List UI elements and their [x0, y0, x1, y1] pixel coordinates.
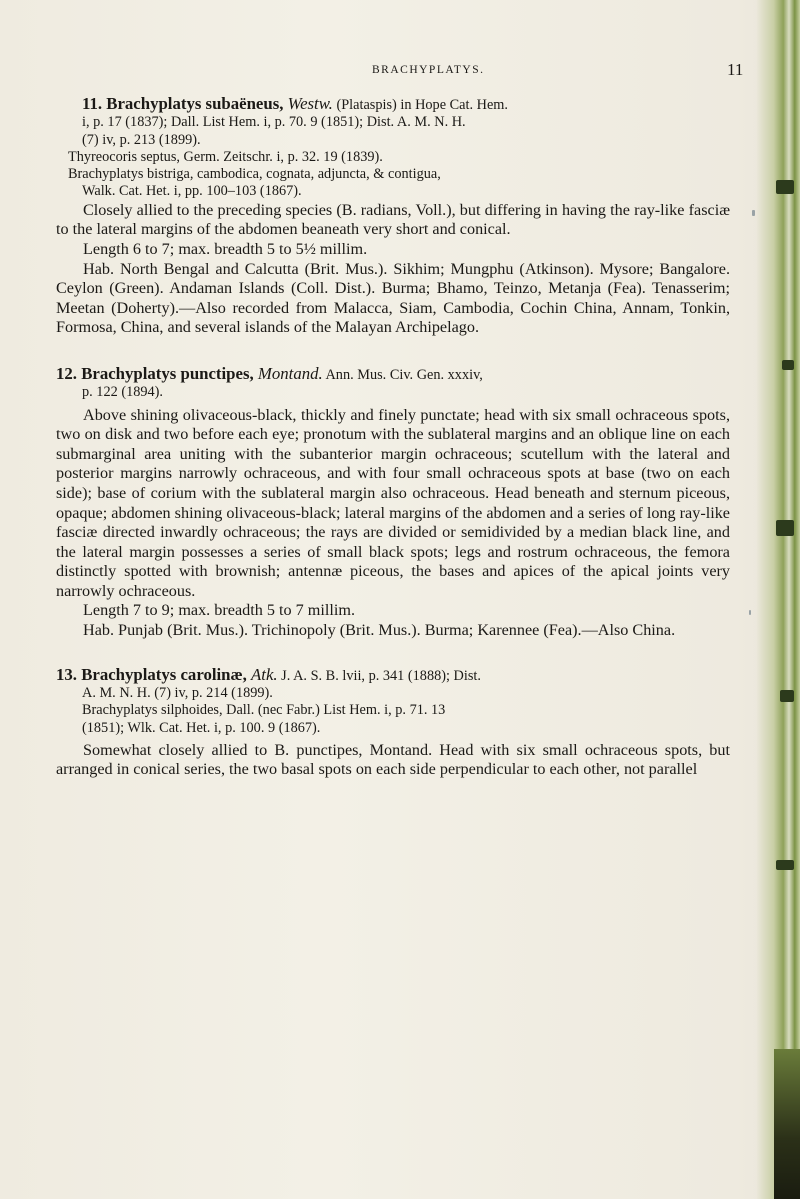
entry-heading [56, 94, 730, 114]
binding-stain [776, 860, 794, 870]
synonymy-line: i, p. 17 (1837); Dall. List Hem. i, p. 70. 9 (1851); Dist. A. M. N. H. [82, 114, 466, 131]
species-name: Brachyplatys punctipes, [81, 363, 254, 383]
running-head: BRACHYPLATYS. [372, 64, 485, 76]
citation: Ann. Mus. Civ. Gen. xxxiv, [322, 366, 483, 383]
synonymy-line: Brachyplatys bistriga, cambodica, cognata, adjuncta, & contigua, [68, 166, 441, 183]
measurement-paragraph: Length 6 to 7; max. breadth 5 to 5½ millim. [83, 239, 368, 258]
citation: J. A. S. B. lvii, p. 341 (1888); Dist. [277, 667, 481, 684]
page-body [56, 94, 730, 780]
species-author: Montand. [257, 363, 323, 383]
entry-number: 12. [56, 363, 77, 383]
measurement-paragraph: Length 7 to 9; max. breadth 5 to 7 millim. [83, 601, 356, 620]
page-header [0, 60, 800, 84]
synonymy-line: p. 122 (1894). [82, 384, 164, 401]
synonymy-line: (1851); Wlk. Cat. Het. i, p. 100. 9 (1867). [82, 719, 321, 736]
species-entry-12 [56, 364, 730, 641]
binding-corner [774, 1049, 800, 1199]
synonymy-line: Thyreocoris septus, Germ. Zeitschr. i, p. 32. 19 (1839). [68, 148, 383, 165]
binding-stain [782, 360, 794, 370]
paper-fleck [752, 210, 755, 216]
citation: (Plataspis) in Hope Cat. Hem. [332, 97, 508, 113]
entry-number: 13. [56, 664, 77, 684]
description-paragraph: Somewhat closely allied to B. punctipes, Montand. Head with six small ochraceous spots, but arranged in conical series, the two basal spots on each side perpendicular to each other, not parallel [56, 740, 730, 779]
entry-heading [56, 364, 730, 384]
description-paragraph: Closely allied to the preceding species (B. radians, Voll.), but differing in having the ray-like fasciæ to the lateral margins of the abdomen beaneath very short and conical. [56, 200, 730, 239]
habitat-paragraph: Hab. Punjab (Brit. Mus.). Trichinopoly (Brit. Mus.). Burma; Karennee (Fea).—Also China. [83, 621, 676, 640]
page-number: 11 [727, 60, 744, 79]
synonymy-line: Brachyplatys silphoides, Dall. (nec Fabr.) List Hem. i, p. 71. 13 [82, 702, 446, 719]
entry-number: 11. [82, 94, 103, 113]
habitat-paragraph: Hab. North Bengal and Calcutta (Brit. Mus.). Sikhim; Mungphu (Atkinson). Mysore; Bangalore. Ceylon (Green). Andaman Islands (Coll. Dist.). Burma; Bhamo, Teinzo, Metanja (Fea). Tenasserim; Meetan (Doherty).—Also recorded from Malacca, Siam, Cambodia, Cochin China, Annam, Tonkin, Formosa, China, and several islands of the Malayan Archipelago. [56, 259, 730, 337]
species-entry-13 [56, 665, 730, 780]
binding-stain [776, 520, 794, 536]
synonymy-line: A. M. N. H. (7) iv, p. 214 (1899). [82, 684, 273, 701]
species-name: Brachyplatys subaëneus, [106, 94, 284, 113]
species-author: Westw. [287, 94, 333, 113]
binding-stain [780, 690, 794, 702]
entry-heading [56, 665, 730, 685]
species-author: Atk. [251, 664, 278, 684]
book-binding-edge [756, 0, 800, 1199]
species-entry-11 [56, 94, 730, 338]
description-paragraph: Above shining olivaceous-black, thickly and finely punctate; head with six small ochraceous spots, two on disk and two before each eye; pronotum with the sublateral margins and an oblique line on each submarginal area uniting with the subanterior margin ochraceous; scutellum with the lateral and posterior margins narrowly ochraceous, and with four small ochraceous spots at base (two on each side); base of corium with the sublateral margin also ochraceous. Head beneath and sternum piceous, opaque; abdomen shining olivaceous-black; lateral margins of the abdomen and a series of long ray-like fasciæ directed inwardly ochraceous; the rays are divided or semidivided by a median black line, and the lateral margin possesses a series of small black spots; legs and rostrum ochraceous, the femora distinctly spotted with brownish; antennæ piceous, the bases and apices of the apical joints very narrowly ochraceous. [56, 405, 730, 600]
synonymy-line: Walk. Cat. Het. i, pp. 100–103 (1867). [82, 183, 302, 200]
synonymy-line: (7) iv, p. 213 (1899). [82, 131, 201, 148]
paper-fleck [749, 610, 751, 615]
species-name: Brachyplatys carolinæ, [81, 664, 247, 684]
binding-stain [776, 180, 794, 194]
